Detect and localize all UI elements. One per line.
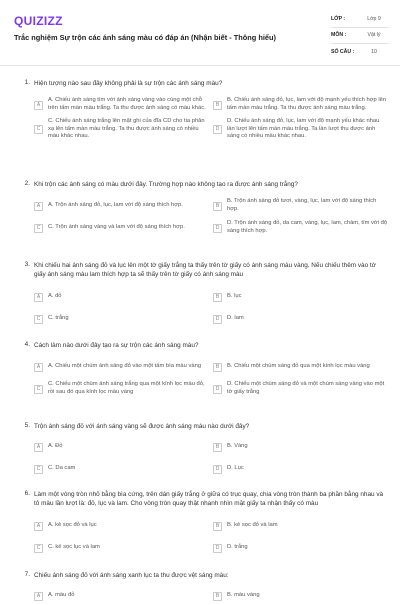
option-a[interactable]	[34, 587, 209, 605]
option-letter-box: B	[213, 592, 222, 601]
option-letter-box: D	[213, 125, 222, 134]
answer-options	[34, 358, 388, 398]
option-d[interactable]	[213, 219, 388, 237]
option-letter-box: C	[34, 385, 43, 394]
option-letter-box: A	[34, 363, 43, 372]
option-text: A. Chiếu một chùm ánh sáng đỏ vào một tấm bìa màu vàng	[48, 363, 202, 370]
option-text: D. Trộn ánh sáng đỏ, da cam, vàng, lục, lam, chàm, tím với độ sáng thích hợp.	[227, 220, 388, 234]
worksheet-meta	[331, 12, 389, 60]
option-b[interactable]	[213, 587, 388, 605]
question-text: Trộn ánh sáng đỏ với ánh sáng vàng sẽ được ánh sáng màu nào dưới đây?	[34, 423, 250, 430]
option-b[interactable]	[213, 197, 388, 215]
option-a[interactable]	[34, 288, 209, 306]
option-c[interactable]	[34, 539, 209, 557]
option-letter-box: A	[34, 101, 43, 110]
option-letter-box: C	[34, 125, 43, 134]
option-text: A. màu đỏ	[48, 592, 75, 599]
quizizz-logo: QUIZIZZ	[14, 14, 63, 28]
answer-options	[34, 288, 388, 328]
question-text: Hiện tượng nào sau đây không phải là sự trộn các ánh sáng màu?	[34, 80, 223, 87]
option-letter-box: A	[34, 592, 43, 601]
option-text: B. màu vàng	[227, 592, 260, 599]
option-letter-box: D	[213, 385, 222, 394]
option-d[interactable]	[213, 460, 388, 478]
option-letter-box: B	[213, 101, 222, 110]
option-text: D. Chiếu ánh sáng đỏ, lục, lam với độ mạnh yếu khác nhau lần lượt lên tấm màn màu trắng. Ta lần lượt thu được ánh sáng có nhiều màu khác nhau.	[227, 118, 380, 140]
option-b[interactable]	[213, 96, 388, 114]
option-a[interactable]	[34, 197, 209, 215]
meta-label: LỚP :	[331, 16, 346, 23]
option-letter-box: A	[34, 443, 43, 452]
option-text: A. Đỏ	[48, 443, 63, 450]
option-text: B. Trộn ánh sáng đỏ tươi, vàng, lục, lam với độ sáng thích hợp.	[227, 198, 377, 212]
meta-row-count	[331, 44, 389, 60]
answer-options	[34, 517, 388, 557]
option-letter-box: D	[213, 465, 222, 474]
question-text: Chiếu ánh sáng đỏ với ánh sáng xanh lục ta thu được vệt sáng màu:	[34, 572, 229, 579]
option-d[interactable]	[213, 310, 388, 328]
option-letter-box: C	[34, 465, 43, 474]
option-c[interactable]	[34, 219, 209, 237]
option-text: B. Chiếu một chùm sáng đỏ qua một kính lọc màu vàng	[227, 363, 370, 370]
option-letter-box: B	[213, 443, 222, 452]
meta-row-class	[331, 12, 389, 28]
option-letter-box: B	[213, 293, 222, 302]
question-number: 6.	[24, 490, 30, 497]
option-text: B. kẻ sọc đỏ và lam	[227, 522, 278, 529]
option-text: C. trắng	[48, 315, 69, 322]
option-letter-box: C	[34, 544, 43, 553]
question-number: 2.	[24, 180, 30, 187]
option-b[interactable]	[213, 438, 388, 456]
answer-options	[34, 96, 388, 141]
option-d[interactable]	[213, 380, 388, 398]
question-number: 5.	[24, 422, 30, 429]
question-number: 1.	[24, 79, 30, 86]
option-text: D. Lục	[227, 465, 244, 472]
option-c[interactable]	[34, 310, 209, 328]
option-text: A. kẻ sọc đỏ và lục	[48, 522, 97, 529]
question-number: 3.	[24, 261, 30, 268]
option-text: A. Chiếu ánh sáng tím với ánh sáng vàng vào cùng một chỗ trên tấm màn màu trắng. Ta thu được ánh sáng có màu khác.	[48, 97, 206, 111]
option-b[interactable]	[213, 517, 388, 535]
meta-value: Vật lý	[367, 32, 381, 39]
worksheet-title: Trắc nghiệm Sự trộn các ánh sáng màu có đáp án (Nhận biết - Thông hiểu)	[14, 33, 276, 42]
option-a[interactable]	[34, 517, 209, 535]
question-text: Khi trộn các ánh sáng có màu dưới đây. Trường hợp nào không tạo ra được ánh sáng trắng?	[34, 181, 298, 188]
option-text: B. lục	[227, 293, 242, 300]
option-text: A. đỏ	[48, 293, 62, 300]
option-text: B. Chiếu ánh sáng đỏ, lục, lam với độ mạnh yếu thích hợp lên tấm màn màu trắng. Ta thu được ánh sáng màu trắng.	[227, 97, 387, 111]
option-c[interactable]	[34, 380, 209, 398]
option-text: A. Trộn ánh sáng đỏ, lục, lam với độ sáng thích hợp.	[48, 202, 183, 209]
answer-options	[34, 197, 388, 237]
option-letter-box: C	[34, 224, 43, 233]
option-c[interactable]	[34, 460, 209, 478]
option-text: C. Trộn ánh sáng vàng và lam với độ sáng thích hợp.	[48, 224, 185, 231]
option-text: C. kẻ sọc lục và lam	[48, 544, 100, 551]
option-b[interactable]	[213, 358, 388, 376]
worksheet-header	[0, 0, 400, 66]
answer-options	[34, 438, 388, 478]
meta-label: SỐ CÂU :	[331, 48, 355, 55]
option-text: D. Chiếu một chùm sáng đỏ và một chùm sáng vàng vào một tờ giấy trắng	[227, 381, 385, 395]
question-number: 4.	[24, 341, 30, 348]
option-text: D. lam	[227, 315, 244, 322]
option-a[interactable]	[34, 96, 209, 114]
answer-options	[34, 587, 388, 605]
option-letter-box: D	[213, 315, 222, 324]
option-text: D. trắng	[227, 544, 248, 551]
question-text: Khi chiếu hai ánh sáng đỏ và lục lên một tờ giấy trắng ta thấy trên tờ giấy có ánh sáng màu vàng. Nếu chiếu thêm vào tờ giấy ánh sáng màu lam thích hợp ta sẽ thấy trên tờ giấy có ánh sáng màu	[34, 262, 376, 279]
option-letter-box: A	[34, 202, 43, 211]
option-c[interactable]	[34, 118, 209, 141]
option-letter-box: B	[213, 522, 222, 531]
option-text: C. Chiếu một chùm ánh sáng trắng qua một kính lọc màu đỏ, rồi sau đó qua kính lọc màu vàng	[48, 381, 205, 395]
meta-label: MÔN :	[331, 32, 347, 39]
option-text: B. Vàng	[227, 443, 248, 450]
option-text: C. Da cam	[48, 465, 76, 472]
option-d[interactable]	[213, 539, 388, 557]
option-d[interactable]	[213, 118, 388, 141]
option-a[interactable]	[34, 438, 209, 456]
option-a[interactable]	[34, 358, 209, 376]
meta-value: Lớp 9	[367, 16, 381, 23]
question-number: 7.	[24, 571, 30, 578]
question-text: Cách làm nào dưới đây tạo ra sự trộn các ánh sáng màu?	[34, 342, 199, 349]
option-text: C. Chiếu ánh sáng trắng lên mặt ghi của đĩa CD cho tia phản xạ lên tấm màn màu trắng. Ta thu được ánh sáng có nhiều màu khác nhau.	[48, 118, 205, 140]
option-letter-box: B	[213, 363, 222, 372]
meta-value: 10	[371, 48, 377, 55]
option-letter-box: D	[213, 224, 222, 233]
option-letter-box: A	[34, 293, 43, 302]
question-text: Làm một vòng tròn nhỏ bằng bìa cứng, trên dán giấy trắng ở giữa có trục quay, chia vòng tròn thành ba phần bằng nhau và tô màu lần lượt là: đỏ, lục và lam. Cho vòng tròn quay thật nhanh nhìn mặt giấy ta nhận thấy có màu	[34, 491, 384, 508]
option-letter-box: B	[213, 202, 222, 211]
option-letter-box: A	[34, 522, 43, 531]
option-letter-box: C	[34, 315, 43, 324]
meta-row-subject	[331, 28, 389, 44]
option-b[interactable]	[213, 288, 388, 306]
option-letter-box: D	[213, 544, 222, 553]
